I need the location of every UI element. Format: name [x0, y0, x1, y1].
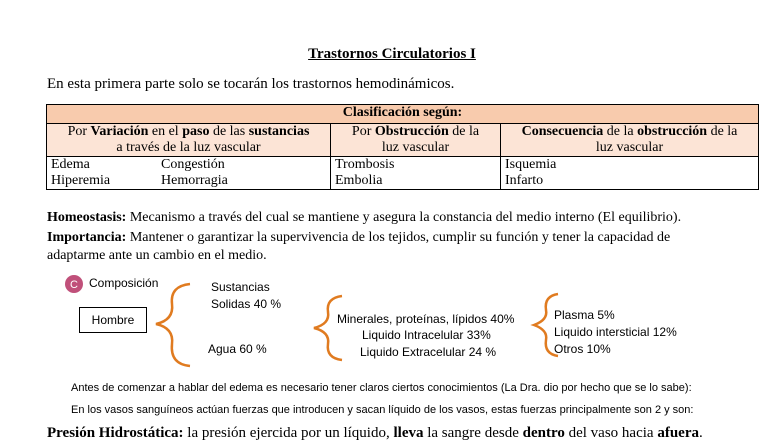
importancia-line2: adaptarme ante un cambio en el medio. — [47, 248, 267, 263]
solidas-line2: Solidas 40 % — [211, 297, 282, 311]
svg-text:C: C — [70, 279, 78, 291]
intro-text: En esta primera parte solo se tocarán los trastornos hemodinámicos. — [47, 76, 455, 92]
table-cell-variacion: Edema Congestión Hiperemia Hemorragia — [47, 157, 331, 190]
agua-label: Agua 60 % — [208, 342, 267, 356]
table-cell-consecuencia: Isquemia Infarto — [501, 157, 759, 190]
note-edema: Antes de comenzar a hablar del edema es necesario tener claros ciertos conocimientos (La Dra. dio por hecho que se lo sabe): — [71, 382, 692, 394]
classification-table — [46, 104, 759, 190]
extracellular-plasma: Plasma 5% — [554, 308, 615, 322]
extracellular-otros: Otros 10% — [554, 342, 611, 356]
column-variacion: Por Variación en el paso de las sustancias a través de la luz vascular — [47, 124, 331, 157]
presion-hidrostatica: Presión Hidrostática: la presión ejercida por un líquido, lleva la sangre desde dentro del vaso hacia afuera. — [47, 425, 703, 441]
solidas-line1: Sustancias — [211, 280, 270, 294]
importancia-definition: Importancia: Mantener o garantizar la supervivencia de los tejidos, cumplir su función y tener la capacidad de — [47, 230, 671, 245]
composition-icon — [64, 274, 84, 294]
table-header: Clasificación según: — [47, 105, 759, 124]
brace-hombre — [150, 280, 210, 370]
extracellular-intersticial: Liquido intersticial 12% — [554, 325, 677, 339]
note-fuerzas: En los vasos sanguíneos actúan fuerzas que introducen y sacan líquido de los vasos, estas fuerzas principalmente son 2 y son: — [71, 404, 694, 416]
component-minerales: Minerales, proteínas, lípidos 40% — [337, 312, 515, 326]
table-cell-obstruccion: Trombosis Embolia — [331, 157, 501, 190]
component-extracelular: Liquido Extracelular 24 % — [360, 345, 497, 359]
composicion-label: Composición — [89, 276, 159, 290]
hombre-box: Hombre — [79, 307, 147, 333]
page-title: Trastornos Circulatorios I — [308, 46, 476, 62]
column-obstruccion: Por Obstrucción de la luz vascular — [331, 124, 501, 157]
column-consecuencia: Consecuencia de la obstrucción de la luz vascular — [501, 124, 759, 157]
component-intracelular: Liquido Intracelular 33% — [362, 328, 491, 342]
brace-agua — [308, 292, 348, 364]
homeostasis-definition: Homeostasis: Mecanismo a través del cual se mantiene y asegura la constancia del medio interno (El equilibrio). — [47, 210, 682, 225]
